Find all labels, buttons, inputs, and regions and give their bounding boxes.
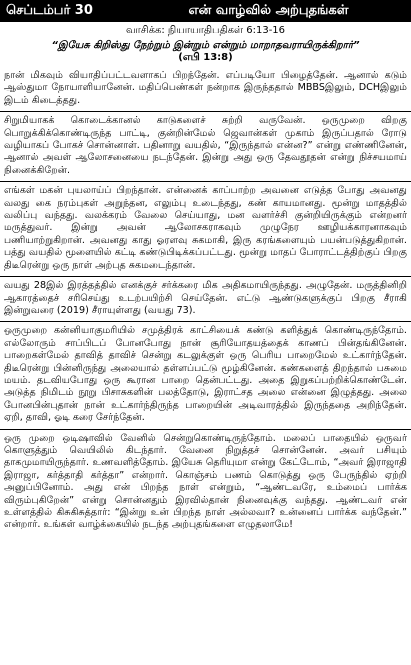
paragraph-2: சிறுமியாகக் கொடைக்கானல் காடுகளைச் சுற்றி வருவேன். ஒருமுறை விறகு பொறுக்கிக்கொண்டிருந்த பாட்டி, குன்றின்மேல் ஜெவான்கள் முகாம் இருப்பதால் ரோடு வழியாகப் போகச் சொன்னாள். பதினாறு வயதில், “இருந்தால் என்ன?” என்று எண்ணினேன், ஆனால் அவள் ஆலோசனையை நடந்தேன். இன்று அது ஒரு தேவதூதன் என்று நிச்சயமாய் நினைக்கிறேன். <box>4 115 407 176</box>
page-title: என் வாழ்வில் அற்புதங்கள் <box>188 3 349 18</box>
key-verse: “இயேசு கிறிஸ்து நேற்றும் இன்றும் என்றும் மாறாதவராயிருக்கிறார்” <box>51 40 360 51</box>
page-header <box>0 0 411 22</box>
divider <box>0 321 411 322</box>
paragraph-6: ஒரு முறை ஒடிஷாவில் வேனில் சென்றுகொண்டிருந்தோம். மலைப் பாதையில் ஒருவர் கொளுத்தும் வெயிலில் கிடந்தார். வேனை நிறுத்தச் சொன்னேன். அவர் பசியும் தாகமுமாயிருந்தார். உணவளித்தோம். இயேசு தெரியுமா என்று கேட்டோம், “அவர் இராஜாதி இராஜா, கர்த்தாதி கர்த்தா” என்றார். கொஞ்சம் பணம் கொடுத்து ஒரு பேருந்தில் ஏற்றி அனுப்பினோம். அது என் பிறந்த நாள் என்றும், “ஆண்டவரே, உம்மைப் பார்க்க விரும்புகிறேன்” என்று சொன்னதும் இரவில்தான் நினைவுக்கு வந்தது. ஆண்டவர் என் உள்ளத்தில் கிசுகிசுத்தார்: “இன்று உன் பிறந்த நாள் அல்லவா? உன்னைப் பார்க்க வந்தேன்.” என்றார். உங்கள் வாழ்க்கையில் நடந்த அற்புதங்களை எழுதலாமே! <box>4 432 407 531</box>
paragraph-3: எங்கள் மகன் புயலாய்ப் பிறந்தான். என்னைக் காப்பாற்ற அவனை எடுத்த போது அவனது வலது கை நரம்புகள் அறுந்தன, எலும்பு உடைந்தது, கண் காயமானது. மூன்று மாதத்தில் வலிப்பு வந்தது. வலக்கரம் வேலை செய்யாது, மன வளர்ச்சி குன்றியிருக்கும் என்றனர் மருத்துவர். இன்று அவன் ஆலோசகராகவும் முழுநேர ஊழியக்காரனாகவும் பணியாற்றுகிறான். அவனது காது ஓரளவு சுகமாகி, இரு கரங்களையும் பயன்படுத்துகிறான். பத்து வயதில் மூளையில் கட்டி கண்டுபிடிக்கப்பட்டது. மூன்று மாதப் போராட்டத்திற்குப் பிறகு திடீரென்று ஒரு நாள் அற்புத சுகமடைந்தான். <box>4 185 407 271</box>
divider <box>0 111 411 112</box>
date-label: செப்டம்பர் 30 <box>6 3 93 18</box>
verse-reference: (எபி 13:8) <box>178 52 233 63</box>
paragraph-1: நான் மிகவும் வியாதிப்பட்டவளாகப் பிறந்தேன். எப்படியோ பிழைத்தேன். ஆனால் கடும் ஆஸ்துமா நோயாளியானேன். மதிப்பெண்கள் நன்றாக இருந்ததால் MBBSஇலும், DCHஇலும் இடம் கிடைத்தது. <box>4 70 407 106</box>
divider <box>0 429 411 430</box>
divider <box>0 276 411 277</box>
paragraph-4: வயது 28இல் இரத்தத்தில் எனக்குச் சர்க்கரை மிக அதிகமாயிருந்தது. அழுதேன். மருத்தினிறி ஆகாரத்தைச் சரிசெய்து உடற்பயிற்சி செய்தேன். எட்டு ஆண்டுகளுக்குப் பிறகு சீராகி இன்றுவரை (2019) சீராயுள்ளது (வயது 73). <box>4 280 407 316</box>
divider <box>0 181 411 182</box>
paragraph-5: ஒருமுறை கன்னியாகுமரியில் சமுத்திரக் காட்சியைக் கண்டு களித்துக் கொண்டிருந்தோம். எல்லோரும் சாப்பிடப் போனபோது நான் சூரியோதயத்தைக் காணப் பின்தங்கினேன். பாறைகள்மேல் தாவித் தாவிச் சென்று கடலுக்குள் ஒரு பெரிய பாறைமேல் உட்கார்ந்தேன். திடீரென்று பின்னிருந்து அலையால் தள்ளப்பட்டு மூழ்கினேன். கண்களைத் திறந்தால் பசுமை மயம். தடவியபோது ஒரு கூரான பாறை தென்பட்டது. அதை இறுகப்பற்றிக்கொண்டேன். அடுத்த நிமிடம் நூறு பிசாசுகளின் பலத்தோடு, இராட்சத அலை என்னை இழுத்தது. அலை போனபின்புதான் நான் உட்கார்ந்திருந்த பாறையின் அடிவாரத்தில் இருந்ததை அறிந்தேன். ஏறி, தாவி, ஓடி கரை சேர்ந்தேன். <box>4 325 407 424</box>
reading-reference: வாசிக்க: நியாயாதிபதிகள் 6:13-16 <box>125 25 286 36</box>
